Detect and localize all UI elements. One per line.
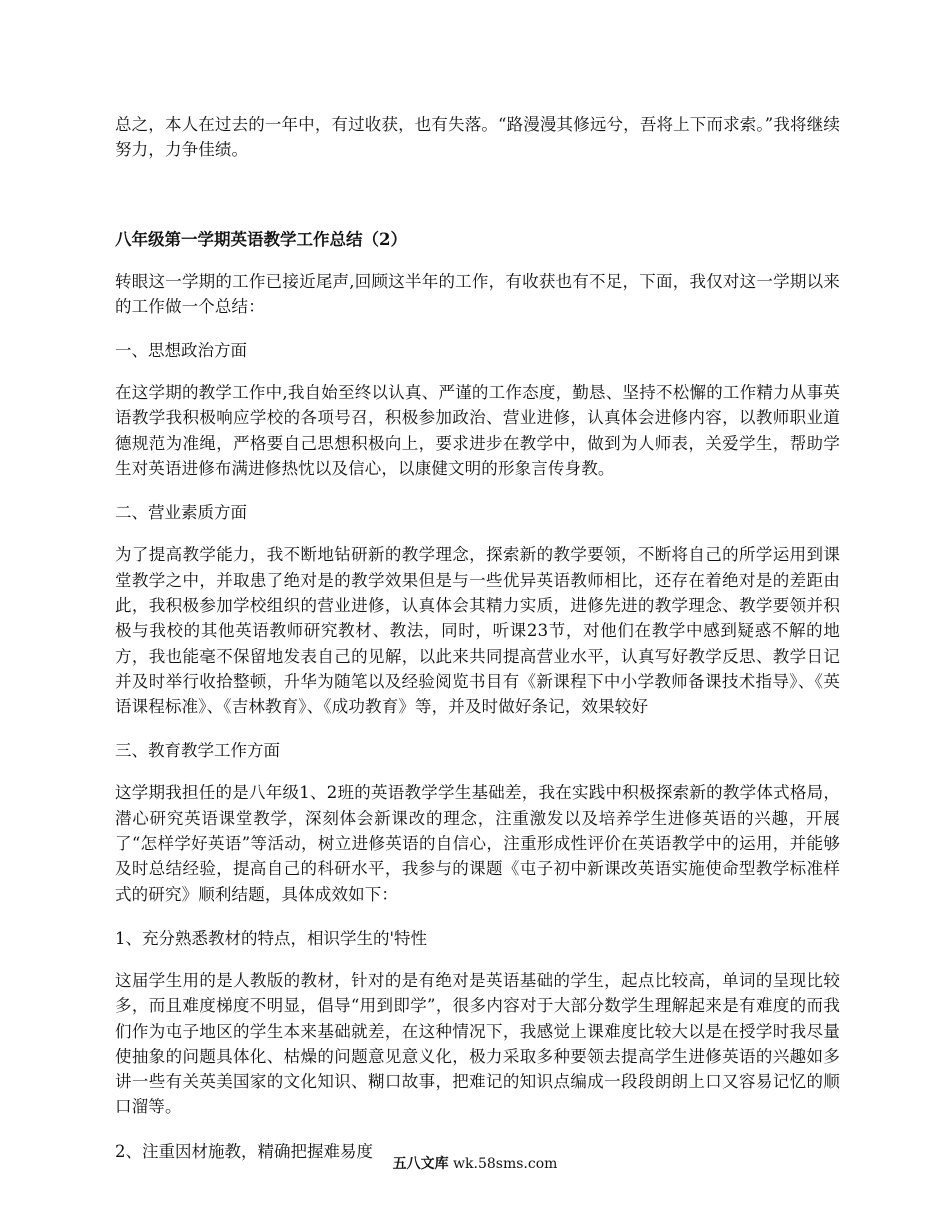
document-page [115, 112, 840, 1181]
section1-body: 在这学期的教学工作中,我自始至终以认真、严谨的工作态度，勤恳、坚持不松懈的工作精力从事英语教学我积极响应学校的各项号召，积极参加政治、营业进修，认真体会进修内容，以教师职业道德规范为准绳，严格要自己思想积极向上，要求进步在教学中，做到为人师表，关爱学生，帮助学生对英语进修布满进修热忱以及信心，以康健文明的形象言传身教。 [115, 383, 840, 479]
section2-body: 为了提高教学能力，我不断地钻研新的教学理念，探索新的教学要领，不断将自己的所学运用到课堂教学之中，并取患了绝对是的教学效果但是与一些优异英语教师相比，还存在着绝对是的差距由此，我积极参加学校组织的营业进修，认真体会其精力实质，进修先进的教学理念、教学要领并积极与我校的其他英语教师研究教材、教法，同时，听课23节，对他们在教学中感到疑惑不解的地方，我也能毫不保留地发表自己的见解，以此来共同提高营业水平，认真写好教学反思、教学日记并及时举行收拾整顿，升华为随笔以及经验阅览书目有《新课程下中小学教师备课技术指导》、《英语课程标准》、《吉林教育》、《成功教育》等，并及时做好条记，效果较好 [115, 545, 840, 717]
section-spacer [115, 183, 840, 227]
footer-brand: 五八文库 [392, 1156, 449, 1172]
intro-paragraph: 总之，本人在过去的一年中，有过收获，也有失落。“路漫漫其修远兮，吾将上下而求索。”我将继续努力，力争佳绩。 [115, 115, 840, 160]
section3-title: 三、教育教学工作方面 [115, 741, 280, 761]
opening-paragraph: 转眼这一学期的工作已接近尾声,回顾这半年的工作，有收获也有不足，下面，我仅对这一学期以来的工作做一个总结： [115, 271, 840, 316]
footer-url[interactable]: wk.58sms.com [453, 1156, 558, 1172]
point1-body: 这届学生用的是人教版的教材，针对的是有绝对是英语基础的学生，起点比较高，单词的呈现比较多，而且难度梯度不明显，倡导“用到即学”，很多内容对于大部分数学生理解起来是有难度的而我们作为屯子地区的学生本来基础就差，在这种情况下，我感觉上课难度比较大以是在授学时我尽量使抽象的问题具体化、枯燥的问题意见意义化，极力采取多种要领去提高学生进修英语的兴趣如多讲一些有关英美国家的文化知识、糊口故事，把难记的知识点编成一段段朗朗上口又容易记忆的顺口溜等。 [115, 970, 840, 1117]
point2-title: 2、注重因材施教，精确把握难易度 [115, 1141, 373, 1161]
page-footer [0, 1154, 950, 1174]
document-title: 八年级第一学期英语教学工作总结（2） [115, 229, 407, 249]
section2-title: 二、营业素质方面 [115, 503, 247, 523]
point1-title: 1、充分熟悉教材的特点，相识学生的'特性 [115, 928, 428, 948]
section3-body: 这学期我担任的是八年级1、2班的英语教学学生基础差，我在实践中积极探索新的教学体式格局，潜心研究英语课堂教学，深刻体会新课改的理念，注重激发以及培养学生进修英语的兴趣，开展了“怎样学好英语”等活动，树立进修英语的自信心，注重形成性评价在英语教学中的运用，并能够及时总结经验，提高自己的科研水平，我参与的课题《屯子初中新课改英语实施使命型教学标准样式的研究》顺利结题，具体成效如下： [115, 783, 840, 904]
section1-title: 一、思想政治方面 [115, 341, 247, 361]
